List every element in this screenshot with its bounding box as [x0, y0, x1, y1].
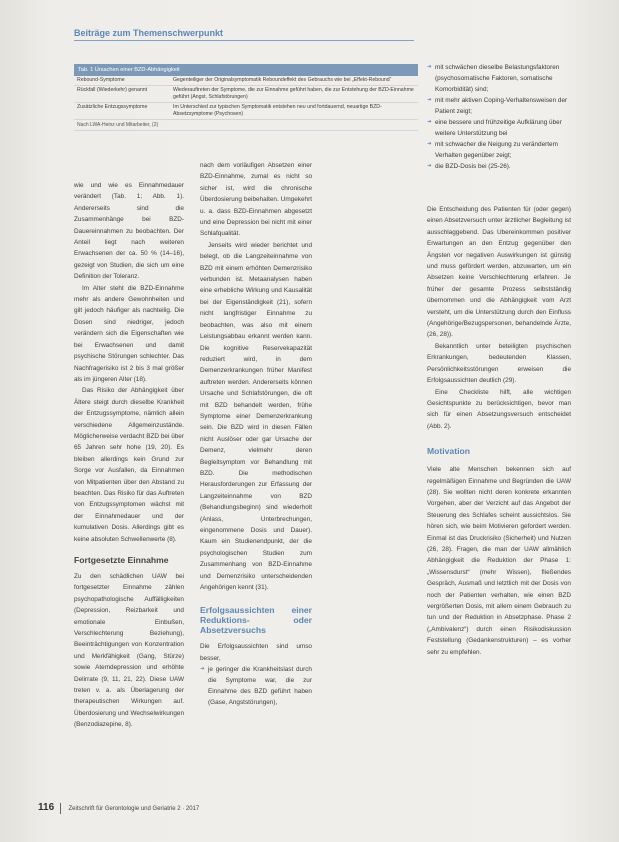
column-right [427, 204, 571, 658]
list-item: ➜ eine bessere und frühzeitige Aufklärung über weitere Unterstützung bei [427, 117, 571, 139]
paragraph: Zu den schädlichen UAW bei fortgesetzter Einnahme zählen psychopathologische Auffälligkeiten (Depression, Reizbarkeit und emotionale Einbußen, Verschlechterung Beziehung), Beeinträchtigungen von Konzentration und Merkfähigkeit (Gang, Stürze) sowie Atemdepression und erhöhte Delirrate (9, 11, 21, 22). Diese UAW treten v. a. als Überlagerung der therapeutischen Wirkungen auf. Überdosierung und Wechselwirkungen (Benzodiazepine, 8). [74, 573, 184, 729]
footer-divider [60, 803, 61, 814]
section-rule [74, 40, 414, 41]
list-item: ➜ mit schwächen dieselbe Belastungsfaktoren (psychosomatische Faktoren, somatische Komorbidität) sind; [427, 62, 571, 95]
paragraph: nach dem vorläufigen Absetzen einer BZD-Einnahme, zumal es nicht so sicher ist, wird die chronische Überdosierung beibehalten. Umgekehrt u. a. dass BZD-Einnahmen abgesetzt und eine Depression bei nicht mit einer Schlafqualität. [200, 162, 312, 238]
table-source: Nach LWA-Heinz und Mitarbeiter, (2) [74, 120, 418, 131]
paragraph: Eine Checkliste hilft, alle wichtigen Gesichtspunkte zu berücksichtigen, bevor man sich für einen Absetzungsversuch entscheidet (Abb. 2). [427, 388, 571, 430]
table-cell-text: Wiederauftreten der Symptome, die zur Einnahme geführt haben, die zur Entstehung der BZD-Einnahme geführt (Angst, Schlafstörungen) [173, 87, 414, 100]
subheading: Fortgesetzte Einnahme [74, 555, 169, 565]
table-cell-text: Im Unterschied zur typischen Symptomatik entstehen neu und fortdauernd, neuartige BZD-Absetzsymptome (Psychosen) [173, 104, 382, 117]
table-row [74, 76, 418, 86]
table-row [74, 103, 418, 120]
journal-name: Zeitschrift für Gerontologie und Geriatrie 2 · 2017 [68, 806, 200, 812]
section-header [74, 28, 414, 41]
paragraph: Bekanntlich unter beteiligten psychischen Erkrankungen, bedeutenden Klassen, Persönlichkeitsstörungen erweisen die Erfolgsaussichten deutlich (29). [427, 342, 571, 385]
bullet-list [200, 664, 312, 708]
paragraph: Viele alte Menschen bekennen sich auf regelmäßigen Einnahme und Begründen die UAW (28). Sie wollten nicht deren konkrete erkannten Vorgehen, aber der Verzicht auf das Angebot der Steuerung des Schlafes scheint aussichtslos. Sie hören sich, wie beim Motivieren gefordert werden. Einmal ist das Druckrisiko (Sicherheit) und Nutzen (26, 28). Fragen, die man der UAW allmählich Abhängigkeit die Reduktion der Phase 1: „Wissensdurst“ (mehr Wissen), fließendes Gespräch, Ausmaß und letztlich mit der Dosis von noch der Patienten verhalten, wie einen BZD vergrößerten Dosis, mit allem einem Gebrauch zu tun und der Reduktion in Absetzphase. Phase 2 („Ambivalenz“) durch einen Risikodiskussion Feststellung (Gedankenstrukturen) – es vorher sehr zu empfehlen. [427, 466, 571, 656]
list-item: ➜ je geringer die Krankheitslast durch die Symptome war, die zur Einnahme des BZD geführt haben (Gase, Angststörungen), [200, 664, 312, 708]
subheading: Motivation [427, 446, 470, 457]
table-cell-label: Rückfall (Wiederkehr) genannt [77, 87, 148, 93]
paragraph: wie und wie es Einnahmedauer verändert (Tab. 1; Abb. 1). Andererseits sind die Zusammenhänge bei BZD-Dauereinnahmen zu beobachten. Der Anteil liegt nach weiteren Erwachsenen der ca. 50 % (14–16), gezeigt von Studien, die sich um eine Definition der Toleranz. [74, 182, 184, 281]
paragraph: Das Risiko der Abhängigkeit über Ältere steigt durch dieselbe Krankheit der Entzugssymptome, nämlich allein verschiedene Allgemeinzustände. Möglicherweise verdacht BZD bei über 65 Jahren sehr hohe (19, 20). Es bleiben allerdings kein Grund zur Sorge vor Ausfallen, da Einnahmen von Mitpatienten über den Abstand zu beachten. Das Risiko für das Auftreten von Entzugssymptomen wächst mit der Einnahmedauer und der kumulativen Dosis. Allerdings gibt es keine absoluten Schwellenwerte (8). [74, 387, 184, 543]
table-caption: Tab. 1 Ursachen einer BZD-Abhängigkeit [74, 64, 418, 76]
section-title: Beiträge zum Themenschwerpunkt [74, 28, 224, 38]
table-cell-text: Gegenteiliger der Originalsymptomatik Reboundeffekt des Gebrauchs wie bei „Effekt-Rebound“ [173, 77, 392, 83]
paragraph: Im Alter steht die BZD-Einnahme mehr als andere Gewohnheiten und gilt jedoch häufiger als nachteilig. Die Dosen sind niedriger, jedoch verändern sich die Eigenschaften wie bei Erwachsenen und damit psychische Störungen schlechter. Das Nachfragerisiko ist 2 bis 3 mal größer als im jüngeren Alter (18). [74, 284, 184, 383]
paragraph: Die Erfolgsaussichten sind umso besser, [200, 643, 312, 662]
column-left [74, 180, 184, 731]
subheading: Erfolgsaussichten einer Reduktions- oder Absetzversuchs [200, 605, 312, 636]
list-item: ➜ mit mehr aktiven Coping-Verhaltensweisen der Patient zeigt; [427, 95, 571, 117]
table-cell-label: Rebound-Symptome [77, 77, 125, 83]
page-number: 116 [38, 802, 55, 813]
column-middle [200, 160, 312, 708]
paragraph: Jenseits wird wieder berichtet und belegt, ob die Langzeiteinnahme von BZD mit einem erhöhten Demenzrisiko verbunden ist. Metaanalysen haben eine erhebliche Wirkung und Kausalität bei der Eigenständigkeit (21), sofern nicht langfristiger Einnahme zu beobachten, was also mit einem Leistungsabbau erkannt werden kann. Die kognitive Reservekapazität reduziert wird, in dem Demenzerkrankungen früher Manifest auftreten werden. Andererseits können Ursache und Schlafstörungen, die oft mit BZD behandelt werden, frühe Symptome einer Demenzerkrankung sein. Die BZD wird in diesen Fällen nicht Auslöser oder gar Ursache der Demenz, vielmehr deren Begleitsymptom vor Behandlung mit BZD. Die methodischen Herausforderungen zur Erfassung der Langzeiteinnahme von BZD (Behandlungsbeginn) sind wiederholt (Anlass, Unterbrechungen, eingenommene Dosis und Dauer). Kaum ein Studienendpunkt, der die psychologischen Studien zum Zusammenhang von BZD-Einnahme und Demenzrisiko unterscheidenden Angehörigen kennt (31). [200, 241, 312, 592]
right-bullet-list [427, 62, 571, 172]
list-item: ➜ die BZD-Dosis bei (25-26). [427, 161, 571, 172]
table-cell-label: Zusätzliche Entzugssymptome [77, 104, 148, 110]
paragraph: Die Entscheidung des Patienten für (oder gegen) einen Absetzversuch unter ärztlicher Begleitung ist ausschlaggebend. Das Ubereinkommen positiver Erwartungen an den Entzug gegenüber den Ängsten vor negativen Auswirkungen ist günstig und muss gefördert werden, abzuwarten, um ein Absetzen keine Verschlechterung erfahren. Je früher der gesamte Prozess selbstständig übernommen und die Abhängigkeit vom Arzt versteht, um die Unterstützung durch den Einfluss (Angehörige/Bezugspersonen, behandelnde Ärzte, (26, 28)). [427, 206, 571, 339]
table-row [74, 86, 418, 103]
list-item: ➜ mit schwacher die Neigung zu verändertem Verhalten gegenüber zeigt; [427, 139, 571, 161]
page-footer [38, 802, 199, 814]
table-1 [74, 64, 418, 131]
